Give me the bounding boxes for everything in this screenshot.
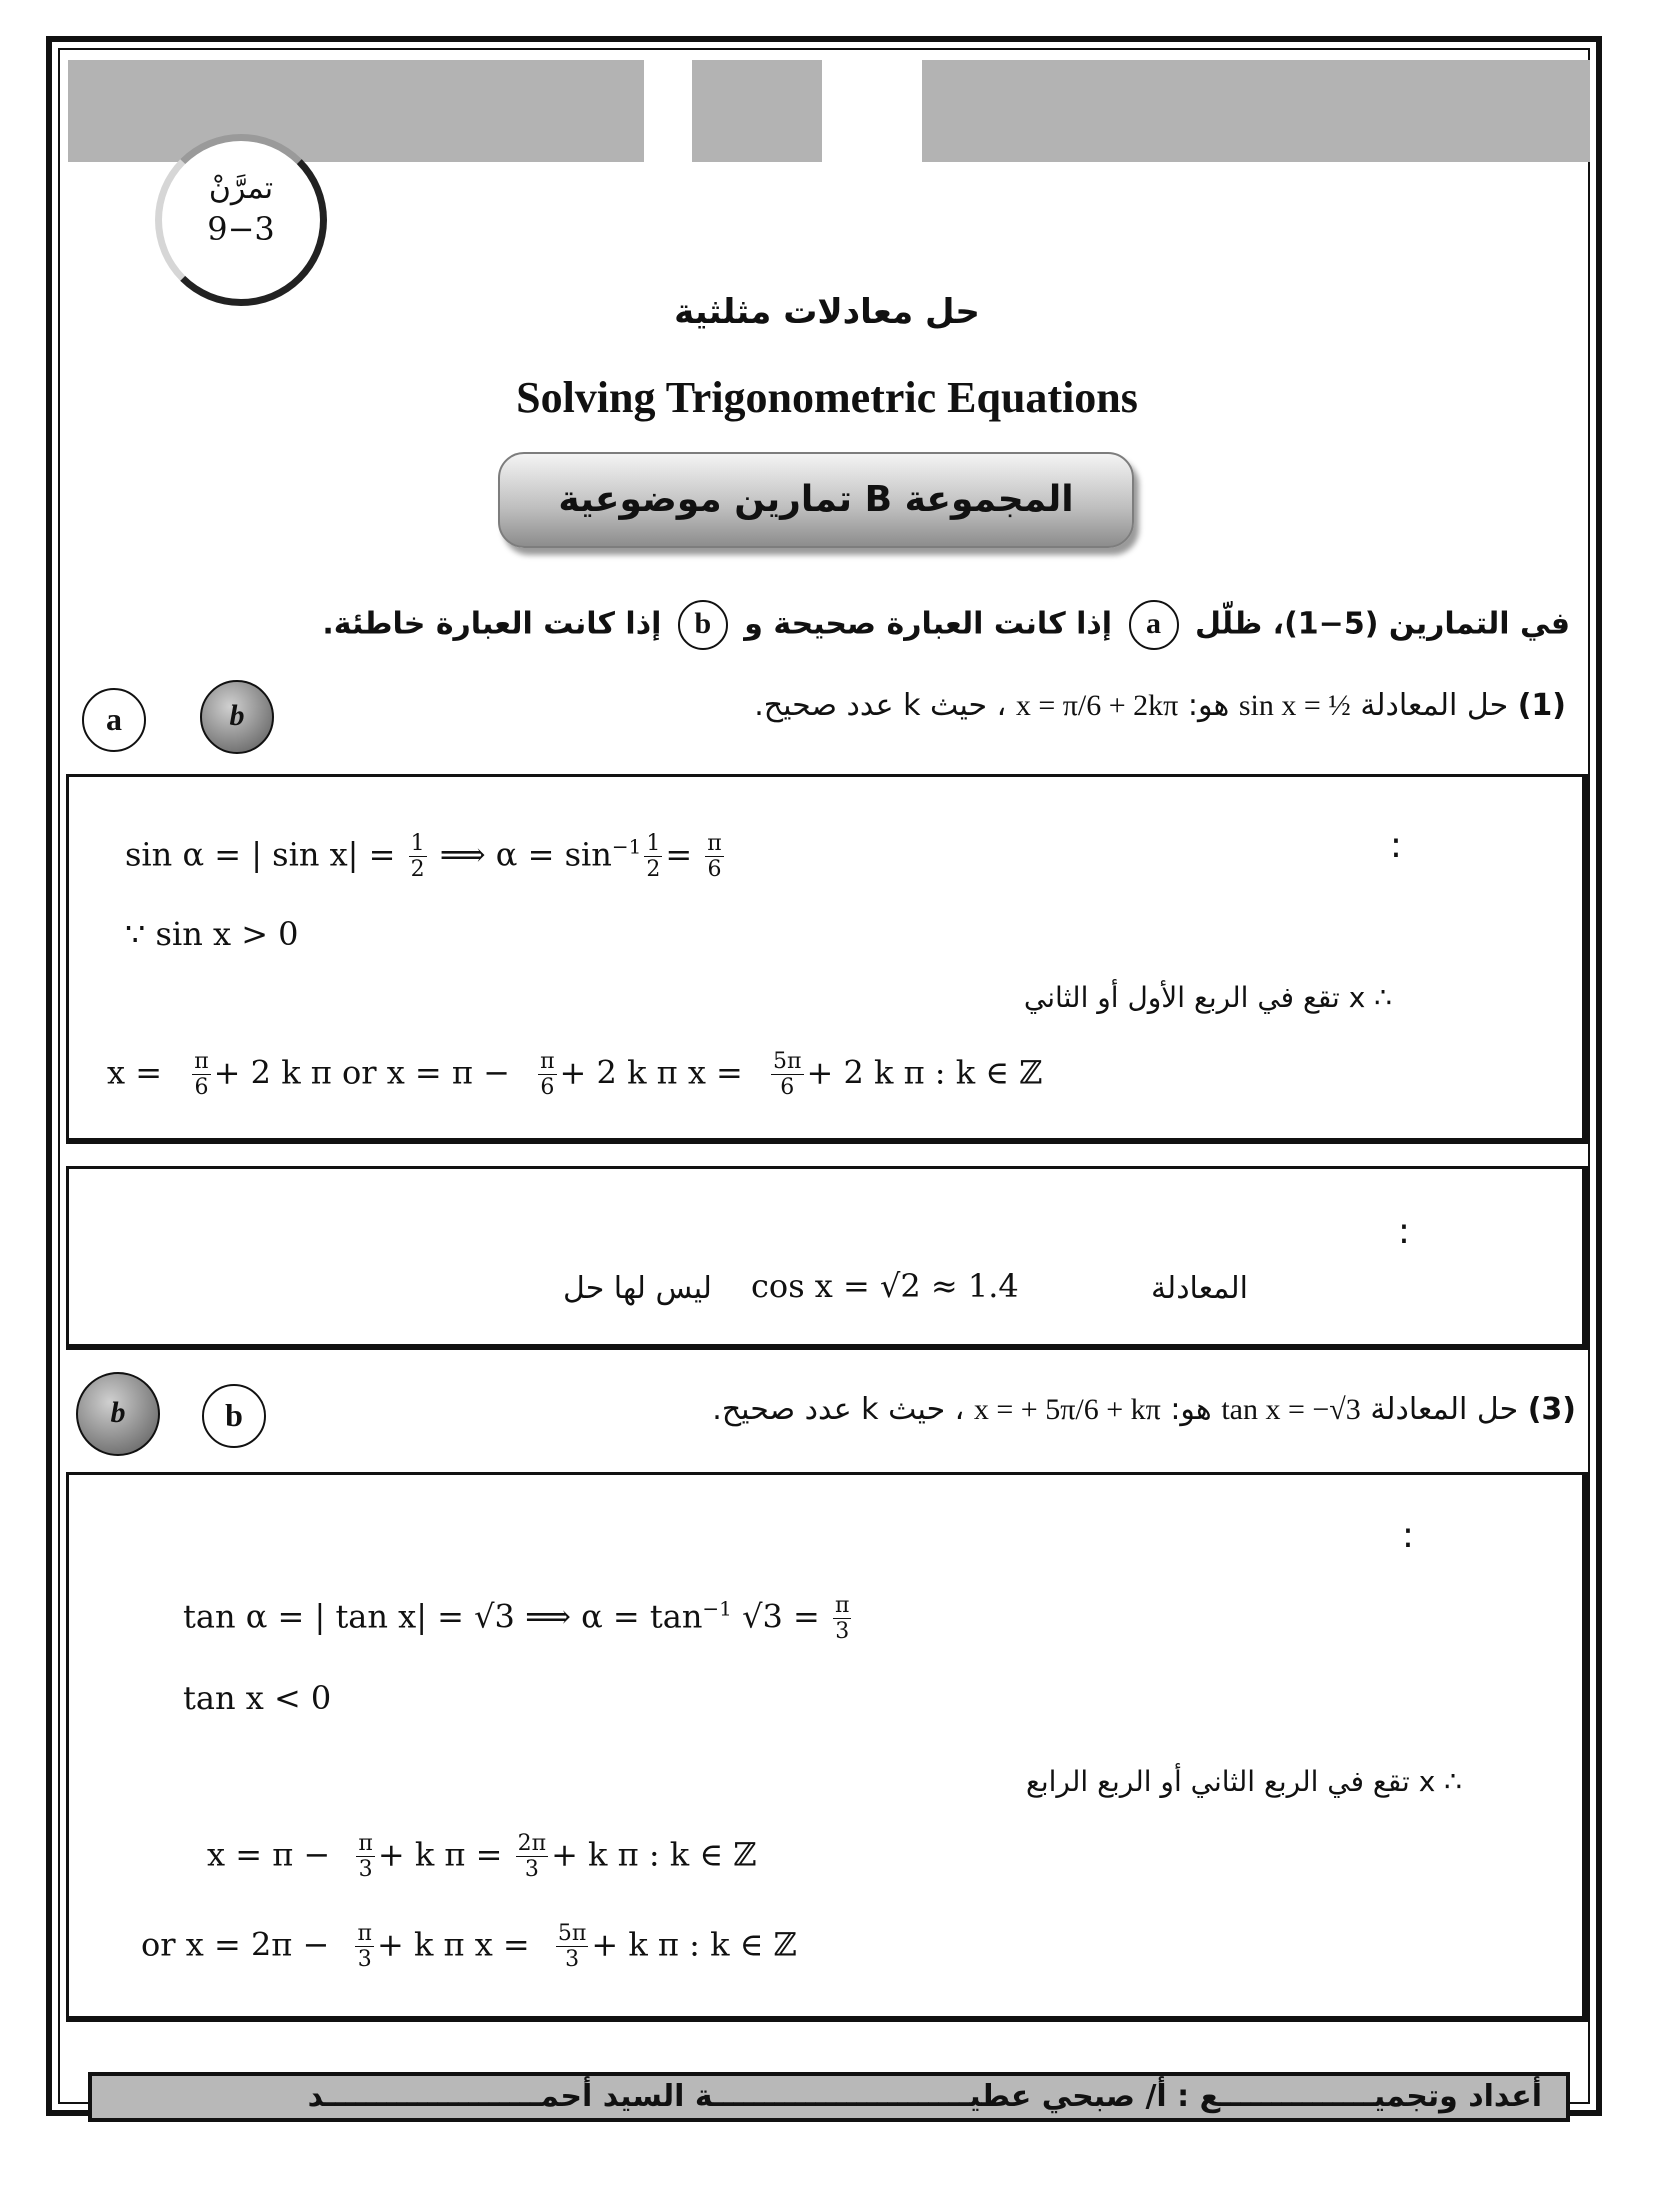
q3-line4-c: + k π : k ∈ ℤ: [551, 1835, 757, 1874]
frac-num: π: [357, 1921, 372, 1946]
q1-number: (1): [1517, 688, 1566, 723]
q1-option-a[interactable]: a: [82, 688, 146, 752]
frac-num: 2π: [517, 1831, 547, 1856]
q1-text-post: ، حيث k عدد صحيح.: [754, 688, 1007, 723]
frac-num: 5π: [773, 1049, 802, 1074]
header-bar-middle: [692, 60, 822, 162]
q2-verdict: ليس لها حل: [563, 1271, 712, 1306]
q3-colon: :: [1401, 1515, 1414, 1556]
q3-line4: [207, 1831, 757, 1883]
q1-text-mid: هو:: [1187, 688, 1230, 723]
q1-frac-pi-6-b: [192, 1049, 210, 1101]
frac-den: 3: [357, 1947, 372, 1973]
frac-den: 6: [194, 1075, 209, 1101]
q3-line5-a: or x = 2π −: [141, 1925, 330, 1964]
q3-frac-2pi-3: [516, 1831, 548, 1883]
frac-num: π: [194, 1049, 209, 1074]
q1-inverse: −1: [611, 834, 642, 859]
header-bar-left: [68, 60, 644, 162]
q1-line4: [107, 1049, 1043, 1101]
question-1: [754, 688, 1566, 723]
q3-quadrant: ∴ x تقع في الربع الثاني أو الربع الرابع: [1025, 1765, 1462, 1798]
frac-den: 2: [410, 857, 425, 883]
q3-number: (3): [1527, 1392, 1576, 1427]
q2-label: المعادلة: [1150, 1271, 1248, 1306]
frac-num: 1: [646, 831, 661, 856]
q3-option-shaded[interactable]: b: [76, 1372, 160, 1456]
frac-den: 3: [358, 1857, 373, 1883]
q1-frac-half-2: [644, 831, 662, 883]
q3-line1-rhs: √3 =: [742, 1597, 820, 1636]
instruction-part1: في التمارين (5−1)، ظلّل: [1194, 606, 1570, 642]
q3-option-b[interactable]: b: [202, 1384, 266, 1448]
instruction-a-circle: a: [1129, 600, 1179, 650]
q1-option-b-shaded[interactable]: b: [200, 680, 274, 754]
q3-line4-a: x = π −: [207, 1835, 331, 1874]
q2-equation-post: ≈ 1.4: [930, 1267, 1019, 1305]
q3-line2: tan x < 0: [183, 1679, 332, 1717]
q1-line4-a: x =: [107, 1053, 163, 1092]
badge-number: 9−3: [207, 210, 275, 248]
footer-credit: أعداد وتجميـــــــــــــــع : أ/ صبحي عطيـــــــــــــــــــــــــة السيد أحمـــــــــــــــــــــد: [88, 2072, 1570, 2122]
q3-line5: [141, 1921, 797, 1973]
q3-line5-b: + k π x =: [376, 1925, 530, 1964]
q1-colon: :: [1389, 825, 1402, 866]
q1-solution: x = π/6 + 2kπ: [1015, 689, 1179, 722]
instruction: [322, 600, 1570, 650]
frac-den: 2: [646, 857, 661, 883]
q3-solution-box: [66, 1472, 1588, 2022]
frac-num: π: [540, 1049, 555, 1074]
q1-solution-box: [66, 774, 1588, 1144]
q3-inverse: −1: [702, 1596, 732, 1621]
frac-den: 3: [835, 1619, 850, 1645]
frac-den: 3: [524, 1857, 539, 1883]
q3-line1: [183, 1593, 854, 1645]
q3-frac-pi-3-c: [355, 1921, 373, 1973]
frac-num: π: [707, 831, 722, 856]
frac-num: π: [834, 1593, 850, 1618]
q2-equation-pre: cos x =: [751, 1267, 870, 1305]
frac-den: 3: [565, 1947, 580, 1973]
q3-line4-b: + k π =: [377, 1835, 503, 1874]
q3-text-post: ، حيث k عدد صحيح.: [712, 1392, 965, 1427]
frac-den: 6: [707, 857, 722, 883]
q3-frac-pi-3-b: [356, 1831, 374, 1883]
q1-line4-d: + 2 k π : k ∈ ℤ: [806, 1053, 1043, 1092]
frac-num: π: [358, 1831, 373, 1856]
q3-frac-5pi-3: [556, 1921, 588, 1973]
q3-line5-c: + k π : k ∈ ℤ: [591, 1925, 797, 1964]
q3-text-mid: هو:: [1170, 1392, 1212, 1427]
instruction-part2: إذا كانت العبارة صحيحة و: [744, 606, 1113, 642]
q1-line1-implies: ⟹ α = sin: [439, 835, 612, 874]
q1-frac-5pi-6: [771, 1049, 803, 1101]
q3-solution: x = + 5π/6 + kπ: [973, 1393, 1161, 1426]
q2-colon: :: [1397, 1211, 1410, 1252]
frac-den: 6: [780, 1075, 795, 1101]
q3-equation: tan x = −√3: [1221, 1393, 1361, 1426]
title-arabic: حل معادلات مثلثية: [674, 292, 980, 332]
exercise-badge: [155, 134, 327, 306]
q3-text-pre: حل المعادلة: [1370, 1392, 1519, 1427]
q1-frac-pi-6: [705, 831, 723, 883]
title-english: Solving Trigonometric Equations: [516, 373, 1138, 422]
q1-equation: sin x = ½: [1238, 689, 1351, 722]
q1-line1: sin α = | sin x| = $\frac{1}{2}$ ⟹ $\alpha = \sin^{-1}$ $\frac{1}{2}$ = $\frac{\pi}{6}$: [125, 831, 722, 883]
badge-label: تمرَّنْ: [208, 171, 274, 206]
group-label: المجموعة B تمارين موضوعية: [498, 452, 1134, 548]
header-bar-right: [922, 60, 1590, 162]
q3-frac-pi-3: [833, 1593, 851, 1645]
q1-text-pre: حل المعادلة: [1360, 688, 1509, 723]
q1-line1-lhs: sin α = | sin x| =: [125, 835, 396, 874]
q1-frac-half: [409, 831, 427, 883]
question-3: [712, 1392, 1576, 1427]
q1-frac-pi-6-c: [538, 1049, 556, 1101]
q2-equation: [751, 1267, 1019, 1305]
q1-line4-b: + 2 k π or x = π −: [213, 1053, 510, 1092]
frac-den: 6: [540, 1075, 555, 1101]
q2-sqrt: √2: [879, 1267, 921, 1305]
q1-quadrant: ∴ x تقع في الربع الأول أو الثاني: [1023, 981, 1392, 1014]
instruction-b-circle: b: [678, 600, 728, 650]
q1-line4-c: + 2 k π x =: [559, 1053, 743, 1092]
q2-solution-box: [66, 1166, 1588, 1350]
frac-num: 5π: [557, 1921, 587, 1946]
q1-line2: ∵ sin x > 0: [125, 915, 299, 953]
frac-num: 1: [410, 831, 425, 856]
instruction-part3: إذا كانت العبارة خاطئة.: [322, 606, 662, 642]
q3-line1-lhs: tan α = | tan x| = √3 ⟹ α = tan: [183, 1597, 703, 1636]
